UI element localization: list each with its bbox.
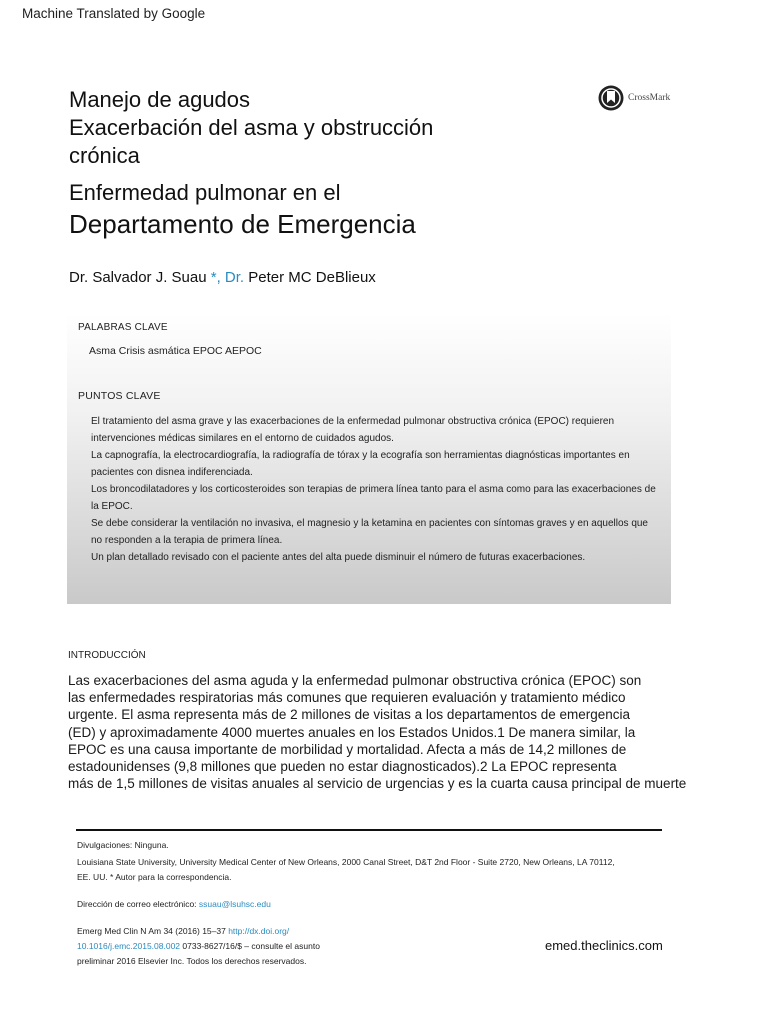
title-line-4: Enfermedad pulmonar en el <box>69 180 341 205</box>
key-points-box <box>67 313 671 604</box>
key-point: El tratamiento del asma grave y las exacerbaciones de la enfermedad pulmonar obstructiva crónica (EPOC) requieren intervenciones médicas similares en el entorno de cuidados agudos. <box>91 416 615 444</box>
key-point: Se debe considerar la ventilación no invasiva, el magnesio y la ketamina en pacientes con síntomas graves y en aquellos que no responden a la terapia de primera línea. <box>91 518 648 546</box>
machine-translation-banner: Machine Translated by Google <box>22 6 206 21</box>
key-points-list <box>91 414 661 568</box>
crossmark-label: CrossMark <box>628 93 671 103</box>
disclosures-note: Divulgaciones: Ninguna. <box>77 840 169 850</box>
footnote-divider <box>76 829 662 831</box>
title-line-2: Exacerbación del asma y obstrucción <box>69 115 434 140</box>
email-link[interactable]: ssuau@lsuhsc.edu <box>198 899 271 909</box>
journal-url[interactable]: emed.theclinics.com <box>545 938 663 953</box>
title-line-3: crónica <box>69 143 140 168</box>
crossmark-icon <box>598 85 624 111</box>
article-title <box>69 86 433 239</box>
introduction-heading: INTRODUCCIÓN <box>68 650 146 661</box>
affiliation-note <box>77 855 667 885</box>
affiliation-line-2: EE. UU. * Autor para la correspondencia. <box>77 872 232 882</box>
key-point: Un plan detallado revisado con el paciente antes del alta puede disminuir el número de futuras exacerbaciones. <box>91 552 586 563</box>
email-note <box>77 897 271 912</box>
citation-line-1 <box>77 924 517 939</box>
crossmark-badge[interactable] <box>598 85 670 111</box>
author-link[interactable]: *, Dr. <box>206 269 245 286</box>
citation-text: 0733-8627/16/$ – consulte el asunto <box>180 941 320 951</box>
author-2: Peter MC DeBlieux <box>244 269 376 286</box>
authors-line <box>69 269 376 286</box>
affiliation-line-1: Louisiana State University, University Medical Center of New Orleans, 2000 Canal Street, D&T 2nd Floor - Suite 2720, New Orleans, LA 70112, <box>77 857 615 867</box>
keywords-heading: PALABRAS CLAVE <box>78 322 168 333</box>
citation-note <box>77 924 517 969</box>
citation-line-3: preliminar 2016 Elsevier Inc. Todos los derechos reservados. <box>77 956 307 966</box>
citation-text: Emerg Med Clin N Am 34 (2016) 15–37 <box>77 926 229 936</box>
introduction-paragraph: Las exacerbaciones del asma aguda y la enfermedad pulmonar obstructiva crónica (EPOC) son las enfermedades respiratorias más comunes que requieren evaluación y tratamiento médico urgente. El asma representa más de 2 millones de visitas a los departamentos de emergencia (ED) y aproximadamente 4000 muertes anuales en los Estados Unidos.1 De manera similar, la EPOC es una causa importante de morbilidad y mortalidad. Afecta a más de 14,2 millones de estadounidenses (9,8 millones que pueden no estar diagnosticados).2 La EPOC representa más de 1,5 millones de visitas anuales al servicio de urgencias y es la cuarta causa principal de muerte <box>68 673 687 792</box>
citation-line-2 <box>77 939 517 954</box>
email-label: Dirección de correo electrónico: <box>77 899 199 909</box>
key-point: Los broncodilatadores y los corticosteroides son terapias de primera línea tanto para el asma como para las exacerbaciones de la EPOC. <box>91 484 656 512</box>
key-points-heading: PUNTOS CLAVE <box>78 390 161 402</box>
author-1: Dr. Salvador J. Suau <box>69 269 207 286</box>
title-line-5: Departamento de Emergencia <box>69 209 416 239</box>
doi-link-1[interactable]: http://dx.doi.org/ <box>228 926 290 936</box>
keywords-list: Asma Crisis asmática EPOC AEPOC <box>89 345 262 357</box>
title-line-1: Manejo de agudos <box>69 87 251 112</box>
doi-link-2[interactable]: 10.1016/j.emc.2015.08.002 <box>77 941 181 951</box>
key-point: La capnografía, la electrocardiografía, la radiografía de tórax y la ecografía son herramientas diagnósticas importantes en pacientes con disnea indiferenciada. <box>91 450 630 478</box>
